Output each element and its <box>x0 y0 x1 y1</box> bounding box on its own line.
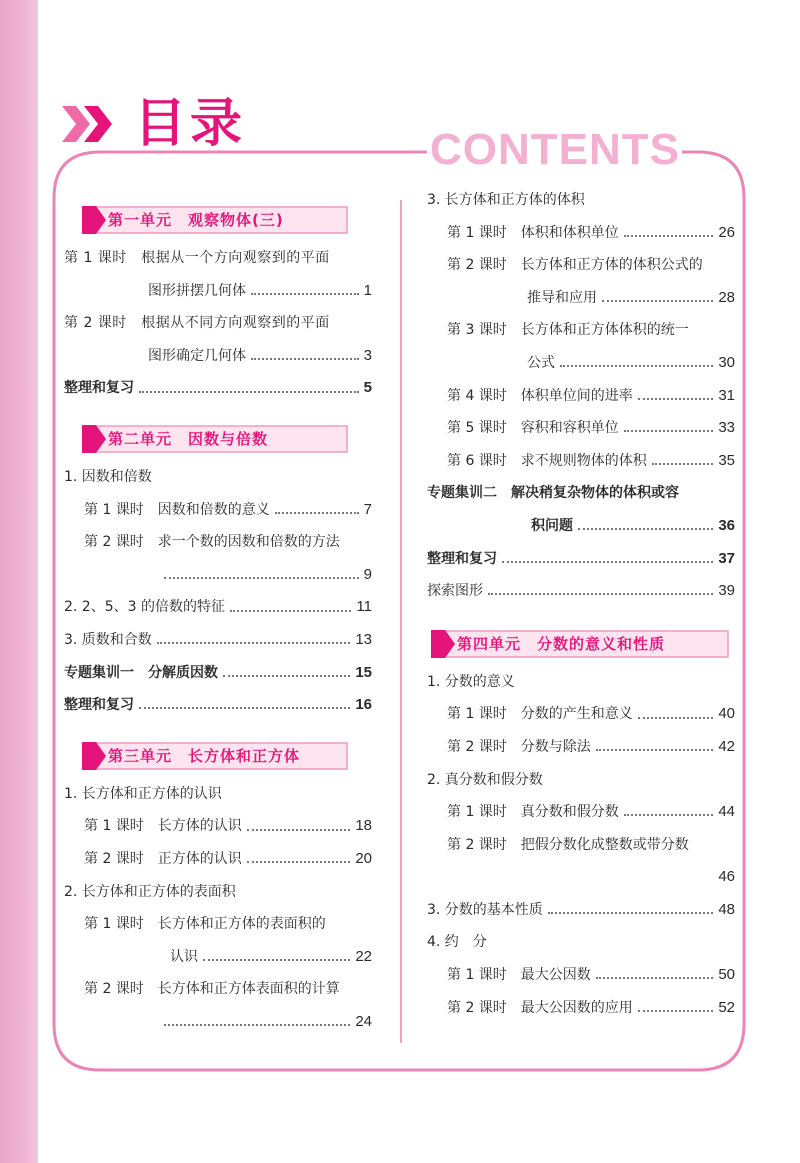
leader-dots <box>638 386 714 400</box>
page-number: 26 <box>718 223 735 241</box>
page-title: 目录 <box>134 94 247 154</box>
toc-entry[interactable]: 专题集训二 解决稍复杂物体的体积或容 <box>427 485 679 502</box>
page-number: 37 <box>718 549 735 567</box>
unit-banner-4[interactable] <box>427 624 735 666</box>
page-number: 33 <box>718 419 735 437</box>
toc-entry[interactable]: 第 2 课时 求一个数的因数和倍数的方法 <box>84 534 340 551</box>
page-number: 39 <box>718 582 735 600</box>
toc-section[interactable]: 1. 长方体和正方体的认识 <box>64 785 222 802</box>
unit-banner-3[interactable] <box>64 736 372 778</box>
toc-entry[interactable]: 第 5 课时 容积和容积单位 33 <box>427 412 735 445</box>
page-number: 44 <box>718 803 735 821</box>
toc-entry[interactable]: 整理和复习 37 <box>427 543 735 576</box>
leader-dots <box>596 737 714 751</box>
unit-3-title: 第三单元 长方体和正方体 <box>108 746 301 765</box>
toc-section[interactable]: 4. 约 分 <box>427 934 487 951</box>
toc-entry[interactable]: 第 1 课时 真分数和假分数 44 <box>427 796 735 829</box>
column-divider <box>400 200 402 1043</box>
leader-dots <box>488 581 713 595</box>
unit-2-title: 第二单元 因数与倍数 <box>108 429 269 448</box>
leader-dots <box>624 223 714 237</box>
toc-section[interactable]: 3. 质数和合数 13 <box>64 624 372 657</box>
page-number: 7 <box>363 500 372 518</box>
toc-entry[interactable]: 第 1 课时 长方体和正方体的表面积的 <box>84 916 326 933</box>
page-number: 22 <box>355 947 372 965</box>
page-number: 28 <box>718 288 735 306</box>
page-number: 24 <box>355 1012 372 1030</box>
toc-entry[interactable]: 积问题 36 <box>427 510 735 543</box>
leader-dots <box>230 598 351 612</box>
page-number: 42 <box>718 737 735 755</box>
unit-banner-1[interactable] <box>64 200 372 242</box>
leader-dots <box>624 802 714 816</box>
toc-section[interactable]: 2. 真分数和假分数 <box>427 771 543 788</box>
toc-entry[interactable]: 第 1 课时 体积和体积单位 26 <box>427 217 735 250</box>
toc-entry[interactable]: 第 2 课时 最大公因数的应用 52 <box>427 992 735 1025</box>
toc-entry[interactable] <box>64 1006 372 1039</box>
toc-entry[interactable]: 第 1 课时 根据从一个方向观察到的平面 <box>64 250 330 266</box>
book-spine <box>0 0 38 1163</box>
leader-dots <box>624 418 714 432</box>
page-number: 31 <box>718 386 735 404</box>
toc-right-column <box>427 192 735 1024</box>
toc-entry[interactable]: 第 2 课时 根据从不同方向观察到的平面 <box>64 315 330 332</box>
leader-dots <box>275 500 359 514</box>
toc-entry[interactable]: 第 3 课时 长方体和正方体体积的统一 <box>447 322 689 339</box>
leader-dots <box>247 849 351 863</box>
leader-dots <box>251 346 359 360</box>
leader-dots <box>247 817 351 831</box>
page-number: 36 <box>718 516 735 534</box>
page-number: 40 <box>718 705 735 723</box>
leader-dots <box>638 705 714 719</box>
toc-entry[interactable]: 第 1 课时 因数和倍数的意义 7 <box>64 494 372 527</box>
leader-dots <box>251 281 359 295</box>
page-number: 18 <box>355 817 372 835</box>
leader-dots <box>139 379 359 393</box>
page-number: 20 <box>355 849 372 867</box>
leader-dots <box>578 516 713 530</box>
leader-dots <box>602 288 713 302</box>
toc-entry[interactable]: 第 2 课时 长方体和正方体表面积的计算 <box>84 981 340 998</box>
toc-entry[interactable]: 整理和复习 16 <box>64 689 372 722</box>
toc-entry[interactable]: 第 4 课时 体积单位间的进率 31 <box>427 380 735 413</box>
leader-dots <box>164 1012 350 1026</box>
unit-1-title: 第一单元 观察物体(三) <box>108 211 284 229</box>
contents-subtitle: CONTENTS <box>430 125 680 174</box>
toc-left-column <box>64 200 372 1038</box>
page-number: 11 <box>356 598 372 616</box>
toc-entry[interactable]: 第 2 课时 分数与除法 42 <box>427 731 735 764</box>
toc-entry[interactable]: 公式 30 <box>427 347 735 380</box>
page-number: 16 <box>355 696 372 714</box>
toc-section[interactable]: 1. 分数的意义 <box>427 673 515 690</box>
page-number: 52 <box>718 998 735 1016</box>
toc-entry[interactable]: 第 2 课时 把假分数化成整数或带分数 <box>447 836 689 853</box>
leader-dots <box>502 549 713 563</box>
toc-section[interactable]: 2. 2、5、3 的倍数的特征 11 <box>64 591 372 624</box>
leader-dots <box>139 695 350 709</box>
toc-entry[interactable]: 认识 22 <box>64 941 372 974</box>
toc-entry[interactable]: 第 2 课时 长方体和正方体的体积公式的 <box>447 257 703 274</box>
page-number: 9 <box>363 565 372 583</box>
page-number: 3 <box>363 346 372 364</box>
toc-entry[interactable]: 第 2 课时 正方体的认识 20 <box>64 843 372 876</box>
leader-dots <box>677 868 713 882</box>
page-number: 46 <box>718 868 735 886</box>
page-number: 1 <box>363 281 372 299</box>
leader-dots <box>223 663 350 677</box>
toc-section[interactable]: 2. 长方体和正方体的表面积 <box>64 883 236 900</box>
toc-entry[interactable] <box>64 559 372 592</box>
page-number: 30 <box>718 353 735 371</box>
toc-entry[interactable]: 图形确定几何体 3 <box>64 340 372 373</box>
leader-dots <box>560 353 713 367</box>
leader-dots <box>203 947 350 961</box>
toc-entry[interactable]: 整理和复习 5 <box>64 372 372 405</box>
page-number: 50 <box>718 966 735 984</box>
leader-dots <box>548 900 714 914</box>
toc-section[interactable]: 1. 因数和倍数 <box>64 468 152 485</box>
toc-entry[interactable]: 第 1 课时 分数的产生和意义 40 <box>427 698 735 731</box>
leader-dots <box>652 451 714 465</box>
page-number: 35 <box>718 451 735 469</box>
toc-entry[interactable] <box>427 861 735 894</box>
toc-entry[interactable]: 第 1 课时 长方体的认识 18 <box>64 810 372 843</box>
unit-4-title: 第四单元 分数的意义和性质 <box>457 634 666 653</box>
toc-entry[interactable]: 第 1 课时 最大公因数 50 <box>427 959 735 992</box>
toc-entry[interactable]: 探索图形 39 <box>427 575 735 608</box>
leader-dots <box>164 565 359 579</box>
page-number: 5 <box>363 379 372 397</box>
toc-section[interactable]: 3. 长方体和正方体的体积 <box>427 192 585 208</box>
leader-dots <box>638 998 714 1012</box>
toc-entry[interactable]: 第 6 课时 求不规则物体的体积 35 <box>427 445 735 478</box>
toc-entry[interactable]: 推导和应用 28 <box>427 282 735 315</box>
toc-section[interactable]: 3. 分数的基本性质 48 <box>427 894 735 927</box>
leader-dots <box>596 965 714 979</box>
toc-entry[interactable]: 专题集训一 分解质因数 15 <box>64 657 372 690</box>
page-number: 13 <box>355 630 372 648</box>
toc-entry[interactable]: 图形拼摆几何体 1 <box>64 275 372 308</box>
page-number: 48 <box>718 900 735 918</box>
leader-dots <box>157 630 351 644</box>
unit-banner-2[interactable] <box>64 419 372 461</box>
page-number: 15 <box>355 663 372 681</box>
